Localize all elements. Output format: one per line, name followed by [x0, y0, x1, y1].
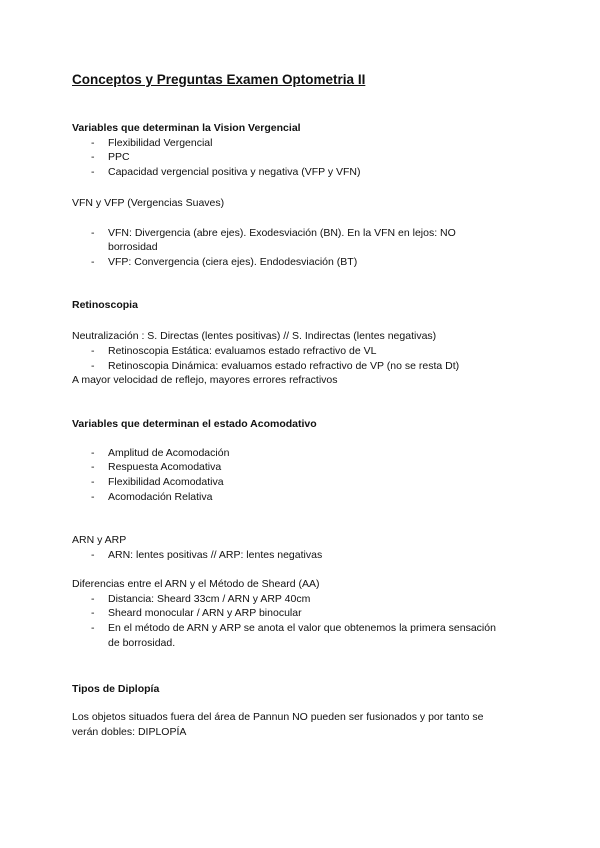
list-item: Retinoscopia Estática: evaluamos estado refractivo de VL: [108, 345, 377, 357]
list-item: Respuesta Acomodativa: [108, 461, 222, 473]
bullet-dash: -: [91, 256, 95, 268]
list-item: Acomodación Relativa: [108, 491, 213, 503]
section-heading: ARN y ARP: [72, 534, 127, 546]
list-item: Capacidad vergencial positiva y negativa (VFP y VFN): [108, 166, 361, 178]
list-item: Flexibilidad Vergencial: [108, 137, 213, 149]
bullet-dash: -: [91, 622, 95, 634]
list-item-continuation: de borrosidad.: [108, 637, 176, 649]
section-heading: Tipos de Diplopía: [72, 683, 160, 695]
list-item: Flexibilidad Acomodativa: [108, 476, 224, 488]
bullet-dash: -: [91, 166, 95, 178]
bullet-dash: -: [91, 476, 95, 488]
bullet-dash: -: [91, 461, 95, 473]
list-item: Retinoscopia Dinámica: evaluamos estado refractivo de VP (no se resta Dt): [108, 360, 460, 372]
document-title: Conceptos y Preguntas Examen Optometria II: [72, 72, 366, 87]
list-item: VFN: Divergencia (abre ejes). Exodesviación (BN). En la VFN en lejos: NO: [108, 227, 456, 239]
paragraph: Neutralización : S. Directas (lentes positivas) // S. Indirectas (lentes negativas): [72, 330, 437, 342]
list-item: Amplitud de Acomodación: [108, 447, 230, 459]
bullet-dash: -: [91, 345, 95, 357]
section-heading: Variables que determinan el estado Acomodativo: [72, 418, 317, 430]
bullet-dash: -: [91, 137, 95, 149]
list-item: PPC: [108, 151, 130, 163]
bullet-dash: -: [91, 549, 95, 561]
bullet-dash: -: [91, 360, 95, 372]
bullet-dash: -: [91, 447, 95, 459]
list-item: ARN: lentes positivas // ARP: lentes negativas: [108, 549, 323, 561]
bullet-dash: -: [91, 491, 95, 503]
list-item: Sheard monocular / ARN y ARP binocular: [108, 607, 302, 619]
paragraph: A mayor velocidad de reflejo, mayores errores refractivos: [72, 374, 338, 386]
paragraph: verán dobles: DIPLOPÍA: [72, 726, 187, 738]
paragraph: Los objetos situados fuera del área de Pannun NO pueden ser fusionados y por tanto se: [72, 711, 484, 723]
section-heading: Diferencias entre el ARN y el Método de Sheard (AA): [72, 578, 320, 590]
bullet-dash: -: [91, 593, 95, 605]
list-item: En el método de ARN y ARP se anota el valor que obtenemos la primera sensación: [108, 622, 496, 634]
list-item: VFP: Convergencia (ciera ejes). Endodesviación (BT): [108, 256, 358, 268]
list-item: Distancia: Sheard 33cm / ARN y ARP 40cm: [108, 593, 311, 605]
list-item-continuation: borrosidad: [108, 241, 158, 253]
section-heading: Variables que determinan la Vision Vergencial: [72, 122, 301, 134]
bullet-dash: -: [91, 607, 95, 619]
bullet-dash: -: [91, 227, 95, 239]
section-heading: VFN y VFP (Vergencias Suaves): [72, 197, 225, 209]
bullet-dash: -: [91, 151, 95, 163]
section-heading: Retinoscopia: [72, 299, 138, 311]
